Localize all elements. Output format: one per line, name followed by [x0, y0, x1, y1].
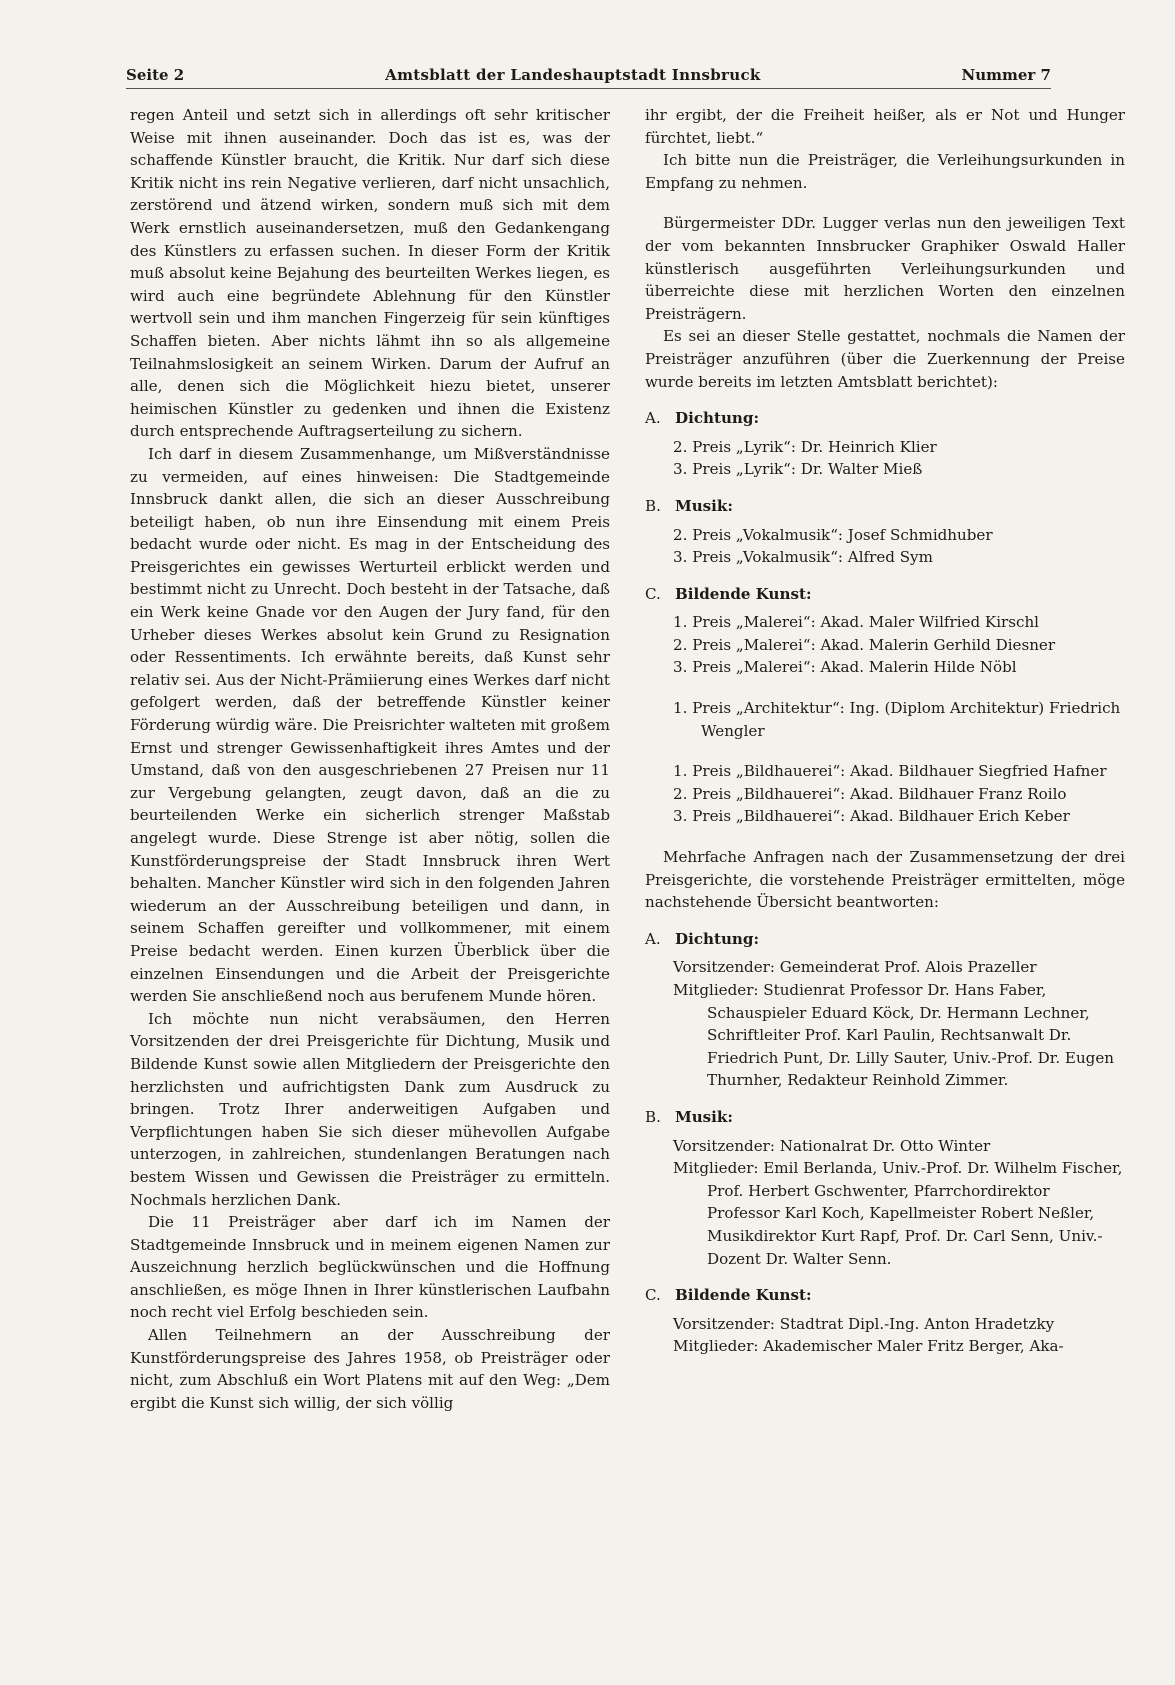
paragraph: Es sei an dieser Stelle gestattet, nochmals die Namen der Preisträger anzuführen (über die Zuerkennung der Preise wurde bereits im letzten Amtsblatt berichtet):	[645, 327, 1125, 391]
prize-entry: 1. Preis „Architektur“: Ing. (Diplom Architektur) Friedrich Wengler	[673, 699, 1121, 740]
quote-continuation: ihr ergibt, der die Freiheit heißer, als er Not und Hunger fürchtet, liebt.“	[645, 106, 1125, 147]
prize-entry: 3. Preis „Malerei“: Akad. Malerin Hilde Nöbl	[673, 658, 1017, 677]
jury-entry: Mitglieder: Studienrat Professor Dr. Hans Faber, Schauspieler Eduard Köck, Dr. Hermann Lechner, Schriftleiter Prof. Karl Paulin, Rechtsanwalt Dr. Friedrich Punt, Dr. Lilly Sauter, Univ.-Prof. Dr. Eugen Thurnher, Redakteur Reinhold Zimmer.	[673, 981, 1114, 1090]
paragraph: Ich möchte nun nicht verabsäumen, den Herren Vorsitzenden der drei Preisgerichte für Dichtung, Musik und Bildende Kunst sowie allen Mitgliedern der Preisgerichte den herzlichsten und aufrichtigsten Dank zum Ausdruck zu bringen. Trotz Ihrer anderweitigen Aufgaben und Verpflichtungen haben Sie sich dieser mühevollen Aufgabe unterzogen, in zahlreichen, stundenlangen Beratungen nach bestem Wissen und Gewissen die Preisträger zu ermitteln. Nochmals herzlichen Dank.	[130, 1009, 610, 1209]
section-heading: C. Bildende Kunst:	[645, 1286, 812, 1305]
paragraph: Allen Teilnehmern an der Ausschreibung der Kunstförderungspreise des Jahres 1958, ob Preisträger oder nicht, zum Abschluß ein Wort Platens mit auf den Weg: „Dem ergibt die Kunst sich willig, der sich völlig	[130, 1326, 610, 1412]
section-heading: C. Bildende Kunst:	[645, 584, 812, 603]
paragraph: Die 11 Preisträger aber darf ich im Namen der Stadtgemeinde Innsbruck und in meinem eigenen Namen zur Auszeichnung herzlich beglückwünschen und die Hoffnung anschließen, es möge Ihnen in Ihrer künstlerischen Laufbahn noch recht viel Erfolg beschieden sein.	[130, 1213, 610, 1322]
paragraph: Bürgermeister DDr. Lugger verlas nun den jeweiligen Text der vom bekannten Innsbrucker Graphiker Oswald Haller künstlerisch ausgeführten Verleihungsurkunden und überreichte diese mit herzlichen Worten den einzelnen Preisträgern.	[645, 214, 1125, 323]
paragraph: Ich bitte nun die Preisträger, die Verleihungsurkunden in Empfang zu nehmen.	[645, 151, 1125, 192]
jury-entry: Vorsitzender: Gemeinderat Prof. Alois Prazeller	[673, 958, 1037, 977]
prize-entry: 2. Preis „Bildhauerei“: Akad. Bildhauer Franz Roilo	[673, 784, 1067, 803]
prize-entry: 3. Preis „Lyrik“: Dr. Walter Mieß	[673, 460, 923, 479]
jury-list	[645, 928, 1125, 1358]
prize-list	[645, 407, 1125, 828]
jury-entry: Vorsitzender: Stadtrat Dipl.-Ing. Anton Hradetzky	[673, 1314, 1055, 1333]
section-heading: A. Dichtung:	[645, 409, 760, 428]
jury-entry: Vorsitzender: Nationalrat Dr. Otto Winter	[673, 1136, 991, 1155]
prize-entry: 3. Preis „Bildhauerei“: Akad. Bildhauer Erich Keber	[673, 807, 1070, 826]
prize-entry: 2. Preis „Lyrik“: Dr. Heinrich Klier	[673, 437, 937, 456]
right-column	[645, 104, 1125, 1358]
prize-entry: 1. Preis „Bildhauerei“: Akad. Bildhauer Siegfried Hafner	[673, 762, 1107, 781]
prize-entry: 3. Preis „Vokalmusik“: Alfred Sym	[673, 548, 933, 567]
paragraph: Mehrfache Anfragen nach der Zusammensetzung der drei Preisgerichte, die vorstehende Preisträger ermittelten, möge nachstehende Übersicht beantworten:	[645, 848, 1125, 912]
paragraph: Ich darf in diesem Zusammenhange, um Mißverständnisse zu vermeiden, auf eines hinweisen: Die Stadtgemeinde Innsbruck dankt allen, die sich an dieser Ausschreibung beteiligt haben, ob nun ihre Einsendung mit einem Preis bedacht wurde oder nicht. Es mag in der Entscheidung des Preisgerichtes ein gewisses Werturteil erblickt werden und bestimmt nicht zu Unrecht. Doch besteht in der Tatsache, daß ein Werk keine Gnade vor den Augen der Jury fand, für den Urheber dieses Werkes absolut kein Grund zu Resignation oder Ressentiments. Ich erwähnte bereits, daß Kunst sehr relativ sei. Aus der Nicht-Prämiierung eines Werkes darf nicht gefolgert werden, daß der betreffende Künstler keiner Förderung würdig wäre. Die Preisrichter walteten mit großem Ernst und strenger Gewissenhaftigkeit ihres Amtes und der Umstand, daß von den ausgeschriebenen 27 Preisen nur 11 zur Vergebung gelangten, zeugt davon, daß an die zu beurteilenden Werke ein sicherlich strenger Maßstab angelegt wurde. Diese Strenge ist aber nötig, sollen die Kunstförderungspreise der Stadt Innsbruck ihren Wert behalten. Mancher Künstler wird sich in den folgenden Jahren wiederum an der Ausschreibung beteiligen und dann, in seinem Schaffen gereifter und vollkommener, mit einem Preise bedacht werden. Einen kurzen Überblick über die einzelnen Einsendungen und die Arbeit der Preisgerichte werden Sie anschließend noch aus berufenem Munde hören.	[130, 444, 610, 1006]
prize-entry: 2. Preis „Vokalmusik“: Josef Schmidhuber	[673, 525, 993, 544]
section-heading: B. Musik:	[645, 496, 733, 515]
page-number: Seite 2	[126, 66, 185, 84]
paragraph: regen Anteil und setzt sich in allerdings oft sehr kritischer Weise mit ihnen auseinander. Doch das ist es, was der schaffende Künstler braucht, die Kritik. Nur darf sich diese Kritik nicht ins rein Negative verlieren, darf nicht unsachlich, zerstörend und ätzend wirken, sondern muß sich mit dem Werk ernstlich auseinandersetzen, muß den Gedankengang des Künstlers zu erfassen suchen. In dieser Form der Kritik muß absolut keine Bejahung des beurteilten Werkes liegen, es wird auch eine begründete Ablehnung für den Künstler wertvoll sein und ihm manchen Fingerzeig für sein künftiges Schaffen bieten. Aber nichts lähmt ihn so als allgemeine Teilnahmslosigkeit an seinem Wirken. Darum der Aufruf an alle, denen sich die Möglichkeit hiezu bietet, unserer heimischen Künstler zu gedenken und ihnen die Existenz durch entsprechende Auftragserteilung zu sichern.	[130, 106, 610, 441]
prize-entry: 1. Preis „Malerei“: Akad. Maler Wilfried Kirschl	[673, 613, 1040, 632]
jury-entry: Mitglieder: Emil Berlanda, Univ.-Prof. Dr. Wilhelm Fischer, Prof. Herbert Gschwenter, Pfarrchordirektor Professor Karl Koch, Kapellmeister Robert Neßler, Musikdirektor Kurt Rapf, Prof. Dr. Carl Senn, Univ.-Dozent Dr. Walter Senn.	[673, 1159, 1123, 1268]
section-heading: A. Dichtung:	[645, 929, 760, 948]
jury-entry: Mitglieder: Akademischer Maler Fritz Berger, Aka-	[673, 1337, 1064, 1356]
prize-entry: 2. Preis „Malerei“: Akad. Malerin Gerhild Diesner	[673, 635, 1056, 654]
issue-number: Nummer 7	[961, 66, 1051, 84]
section-heading: B. Musik:	[645, 1107, 733, 1126]
publication-title: Amtsblatt der Landeshauptstadt Innsbruck	[385, 66, 761, 84]
page-header	[126, 58, 1051, 89]
left-column	[130, 104, 610, 1414]
